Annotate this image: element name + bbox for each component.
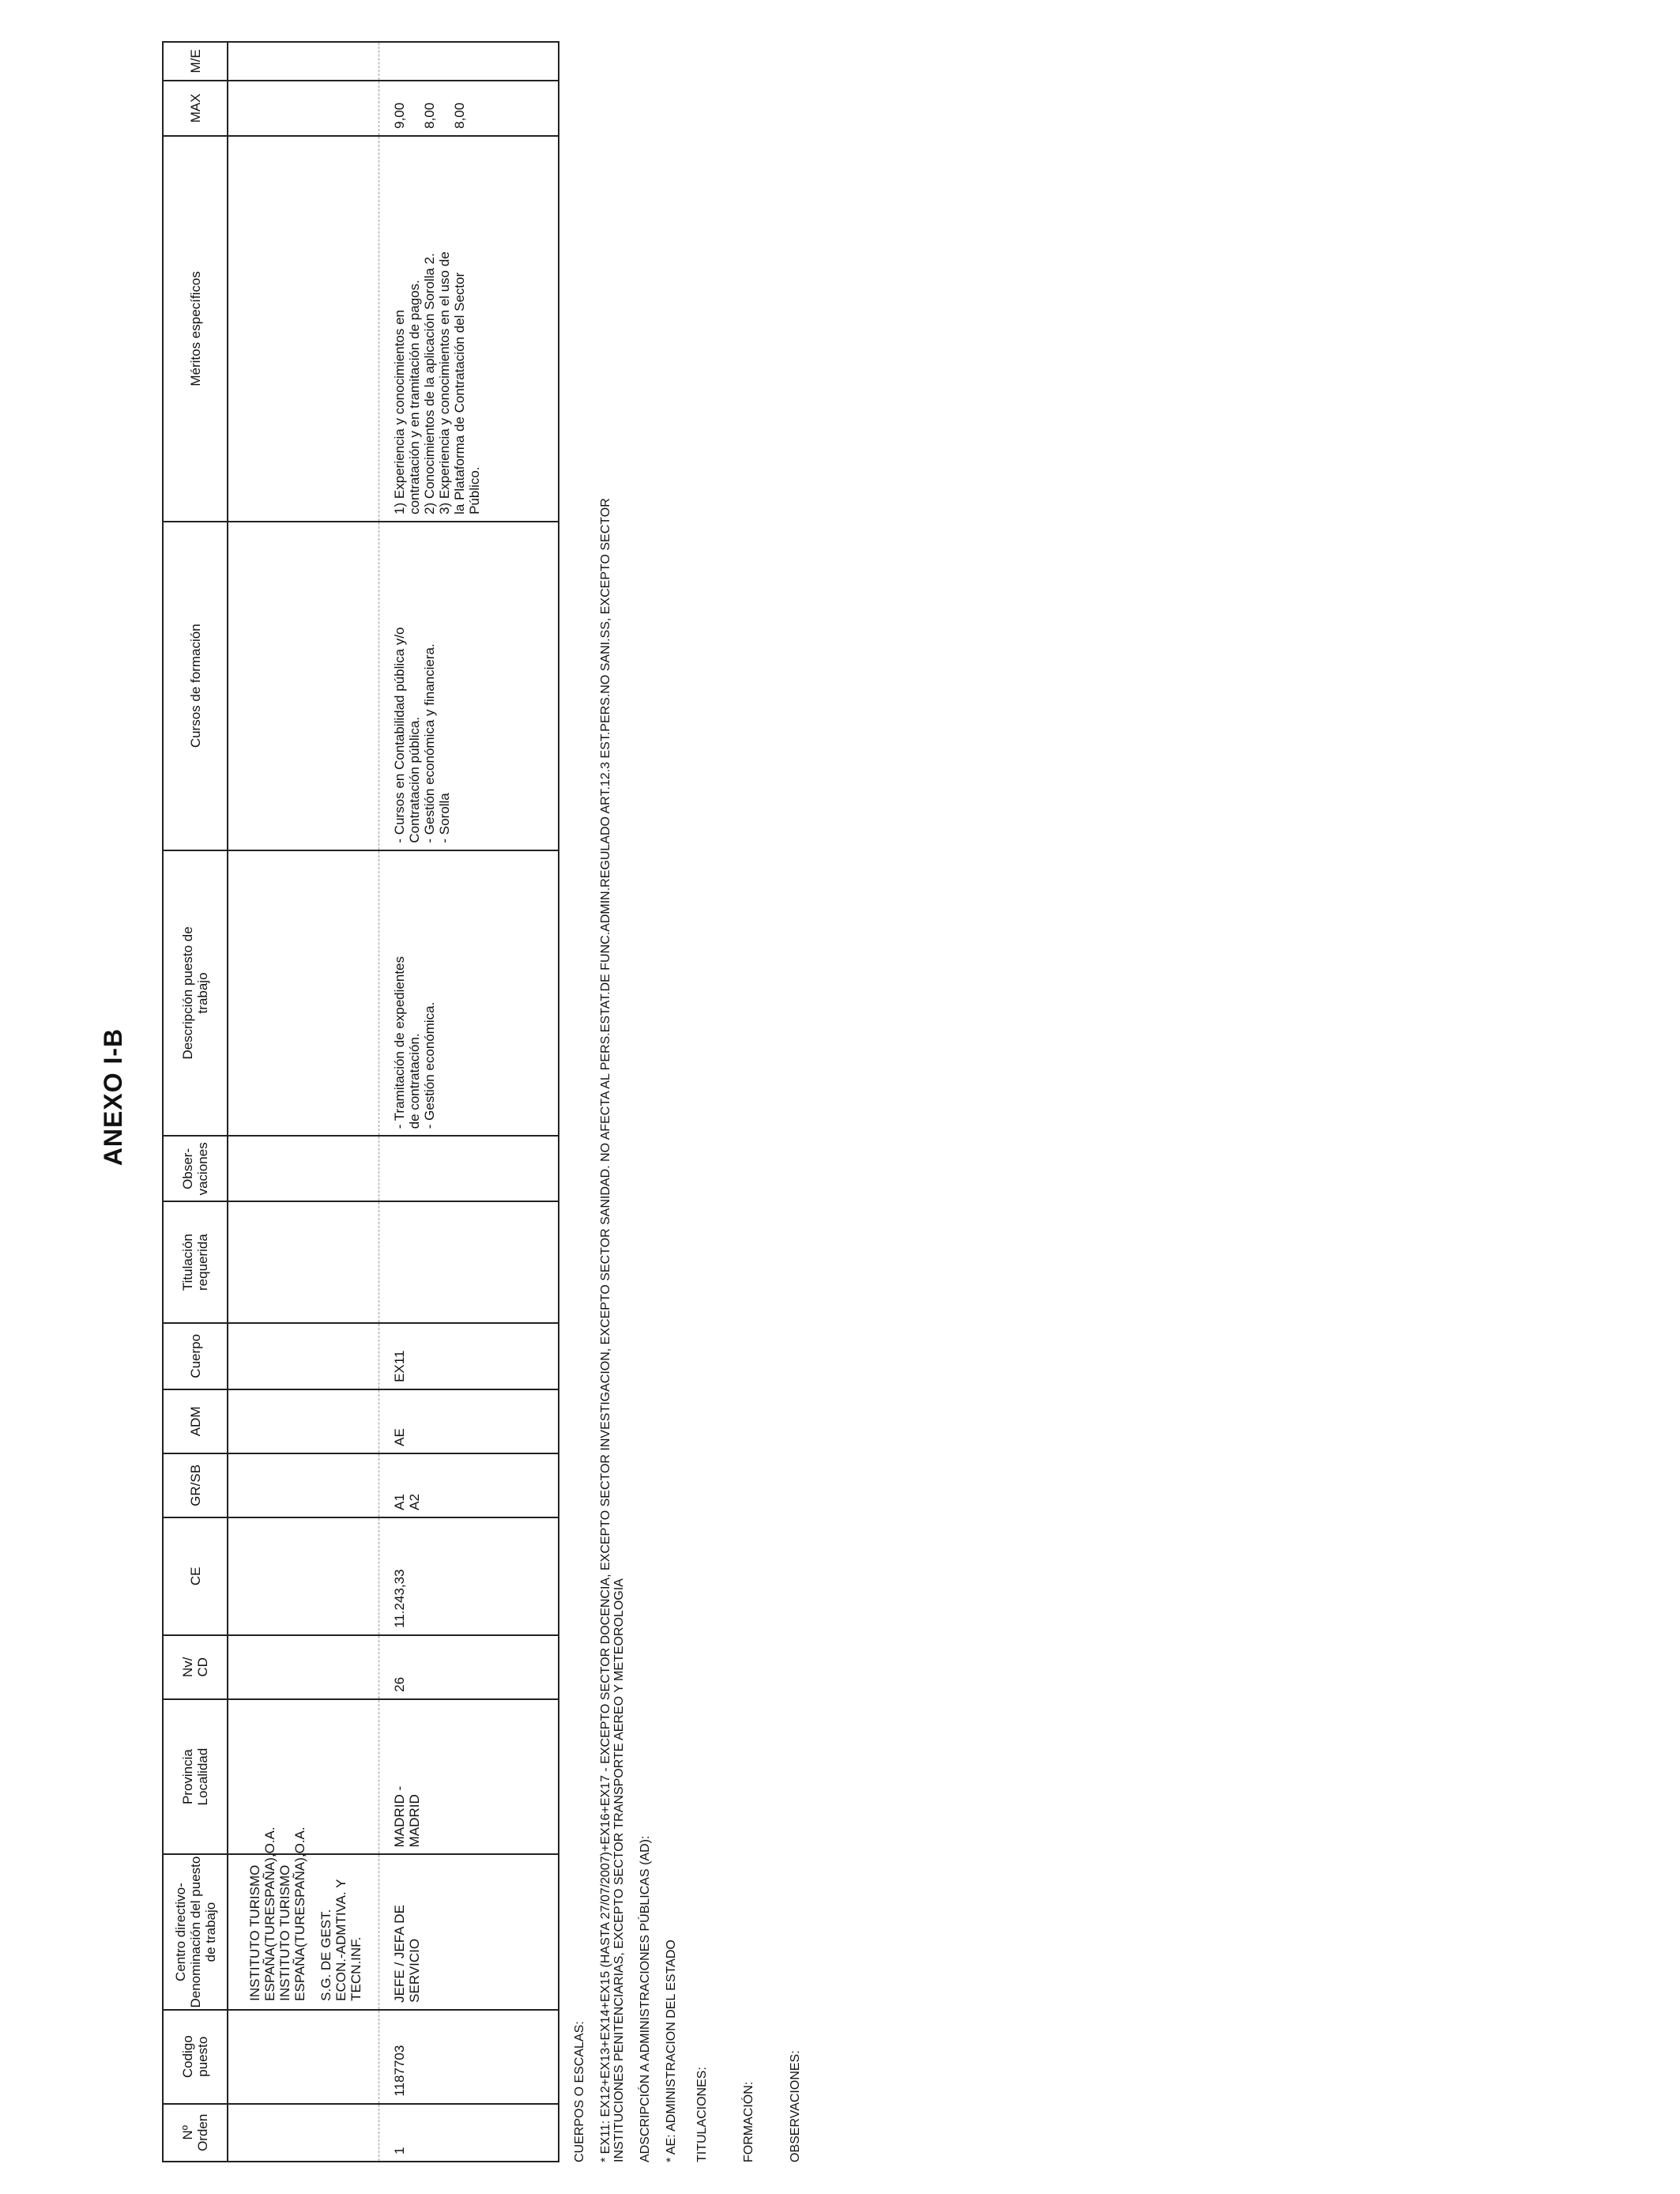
centro-directivo-row: [228, 42, 379, 2162]
centro-line: ESPAÑA(TURESPAÑA),O.A.: [292, 1826, 307, 2001]
positions-table: [162, 41, 559, 2162]
adscripcion-label: ADSCRIPCIÓN A ADMINISTRACIONES PÚBLICAS (AD):: [638, 1835, 652, 2162]
header-me: M/E: [163, 42, 228, 81]
adscripcion-text: * AE: ADMINISTRACION DEL ESTADO: [665, 1940, 678, 2162]
cell-cuerpo: EX11: [379, 1323, 559, 1389]
header-cursos: Cursos de formación: [163, 522, 228, 850]
header-adm: ADM: [163, 1389, 228, 1453]
header-max: MAX: [163, 81, 228, 136]
cell-denominacion: JEFE / JEFA DE SERVICIO: [379, 1854, 559, 2010]
cuerpos-text: * EX11: EX12+EX13+EX14+EX15 (HASTA 27/07/2007)+EX16+EX17 - EXCEPTO SECTOR DOCENCIA, EXCEPTO SECTOR INVESTIGACION, EXCEPTO SECTOR SANIDAD. NO AFECTA AL PERS.ESTAT.DE FUNC.ADMIN.REGULADO ART.12.3 EST.PERS.NO SANI.SS, EXCEPTO SECTOR INSTITUCIONES PENITENCIARIAS, EXCEPTO SECTOR TRANSPORTE AEREO Y METEOROLOGIA: [599, 498, 626, 2162]
header-cuerpo: Cuerpo: [163, 1323, 228, 1389]
cell-max: 9,00 8,00 8,00: [379, 81, 559, 136]
table-row: [379, 42, 559, 2162]
cell-orden: 1: [379, 2104, 559, 2162]
header-provincia: Provincia Localidad: [163, 1699, 228, 1855]
table-header-row: [163, 42, 228, 2162]
cell-nivel: 26: [379, 1635, 559, 1699]
header-codigo: Codigo puesto: [163, 2010, 228, 2104]
cell-observaciones: [379, 1136, 559, 1201]
header-titulacion: Titulación requerida: [163, 1201, 228, 1322]
cell-provincia: MADRID - MADRID: [379, 1699, 559, 1855]
page-title: ANEXO I-B: [99, 1027, 127, 1167]
header-nivel: Nv/ CD: [163, 1635, 228, 1699]
cell-descripcion: - Tramitación de expedientes de contratación. - Gestión económica.: [379, 850, 559, 1137]
cell-me: [379, 42, 559, 81]
formacion-label: FORMACIÓN:: [742, 2081, 755, 2162]
centro-directivo-cell: [228, 1826, 379, 2010]
header-descripcion: Descripción puesto de trabajo: [163, 850, 228, 1137]
header-grupo: GR/SB: [163, 1453, 228, 1517]
cell-cursos: - Cursos en Contabilidad pública y/o Contratación pública. - Gestión económica y financiera. - Sorolla: [379, 522, 559, 850]
centro-line: ESPAÑA(TURESPAÑA),O.A.: [262, 1826, 277, 2001]
header-orden: Nº Orden: [163, 2104, 228, 2162]
cell-meritos: 1) Experiencia y conocimientos en contratación y en tramitación de pagos. 2) Conocimientos de la aplicación Sorolla 2. 3) Experiencia y conocimientos en el uso de la Plataforma de Contratación del Sector Público.: [379, 136, 559, 522]
legend-footer: [573, 44, 815, 2162]
cell-grupo: A1 A2: [379, 1453, 559, 1517]
cuerpos-label: CUERPOS O ESCALAS:: [573, 2021, 586, 2162]
centro-line: INSTITUTO TURISMO: [247, 1864, 262, 2001]
centro-line: INSTITUTO TURISMO: [277, 1864, 292, 2001]
cell-adm: AE: [379, 1389, 559, 1453]
titulaciones-label: TITULACIONES:: [695, 2067, 709, 2162]
cell-codigo: 1187703: [379, 2010, 559, 2104]
header-observaciones: Obser- vaciones: [163, 1136, 228, 1201]
observaciones-label: OBSERVACIONES:: [789, 2050, 802, 2162]
cell-titulacion: [379, 1201, 559, 1322]
centro-line: S.G. DE GEST.: [318, 1909, 333, 2001]
header-meritos: Méritos específicos: [163, 136, 228, 522]
header-ce: CE: [163, 1517, 228, 1635]
cell-ce: 11.243,33: [379, 1517, 559, 1635]
header-centro: Centro directivo- Denominación del puesto de trabajo: [163, 1854, 228, 2010]
centro-line: ECON.-ADMTIVA. Y TECN.INF.: [333, 1879, 363, 2001]
